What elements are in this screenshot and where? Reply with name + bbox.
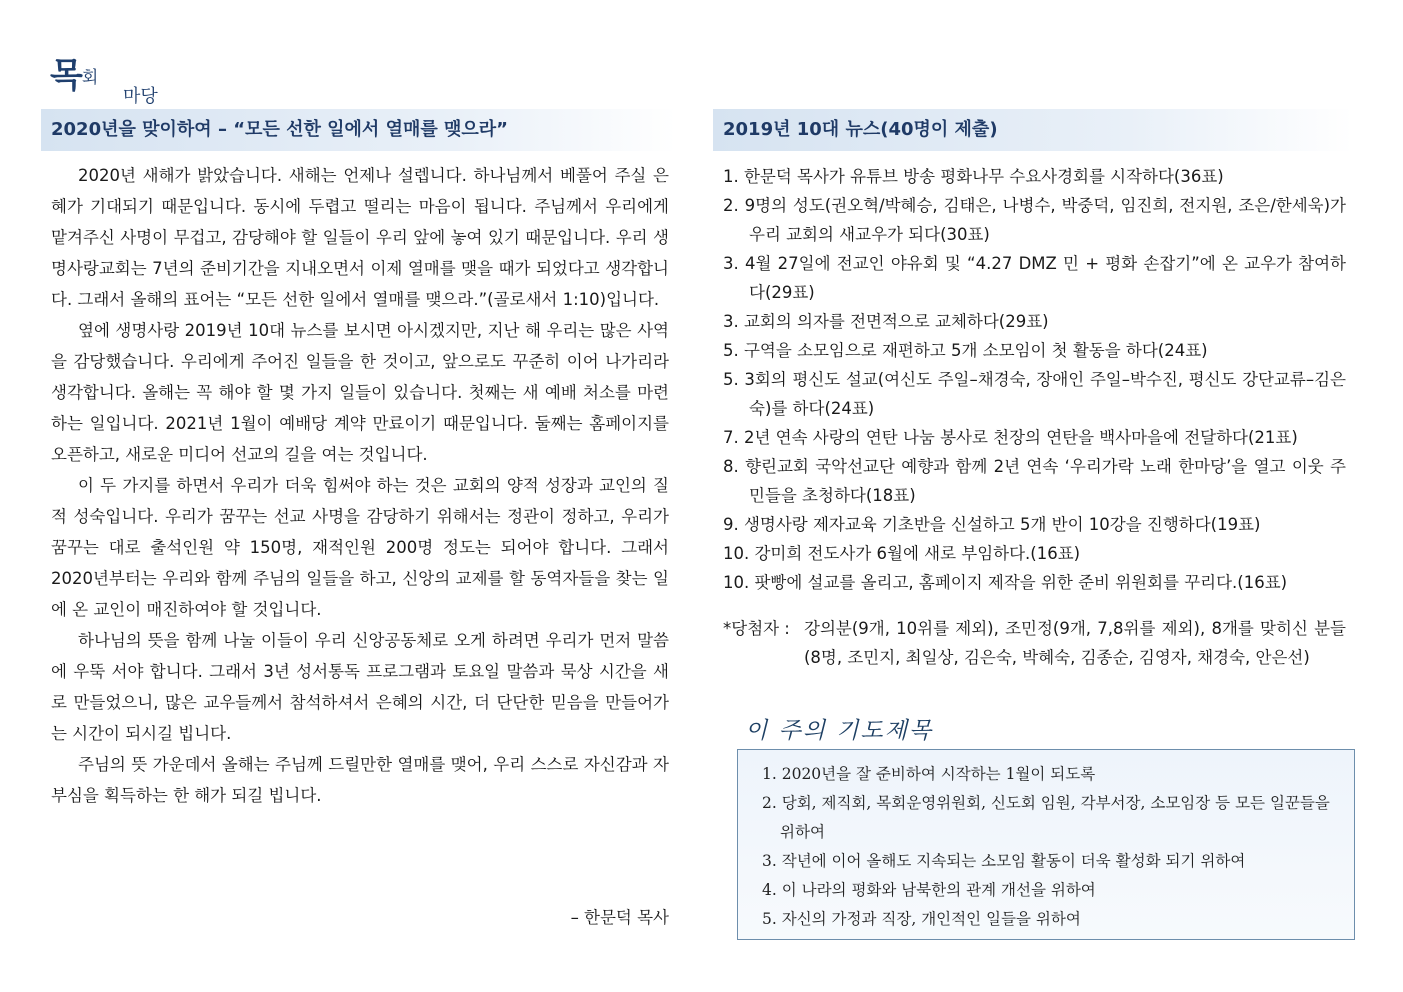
news-item: 8. 향린교회 국악선교단 예향과 함께 2년 연속 ‘우리가락 노래 한마당’을 열고 이웃 주민들을 초청하다(18표) <box>723 457 1346 505</box>
pastor-letter <box>51 160 669 927</box>
letter-paragraph: 이 두 가지를 하면서 우리가 더욱 힘써야 하는 것은 교회의 양적 성장과 교인의 질적 성숙입니다. 우리가 꿈꾸는 선교 사명을 감당하기 위해서는 정관이 정하고, 우리가 꿈꾸는 대로 출석인원 약 150명, 재적인원 200명 정도는 되어야 합니다. 그래서 2020년부터는 우리와 함께 주님의 일들을 하고, 신앙의 교제를 할 동역자들을 찾는 일에 온 교인이 매진하여야 할 것입니다. <box>51 476 669 619</box>
brand-mok: 목 <box>50 56 82 96</box>
news-item: 1. 한문덕 목사가 유튜브 방송 평화나무 수요사경회를 시작하다(36표) <box>723 167 1224 186</box>
prayer-item: 5. 자신의 가정과 직장, 개인적인 일들을 위하여 <box>762 910 1081 928</box>
news-item: 7. 2년 연속 사랑의 연탄 나눔 봉사로 천장의 연탄을 백사마을에 전달하다(21표) <box>723 428 1298 447</box>
letter-paragraph: 주님의 뜻 가운데서 올해는 주님께 드릴만한 열매를 맺어, 우리 스스로 자신감과 자부심을 획득하는 한 해가 되길 빕니다. <box>51 755 669 805</box>
news-title: 2019년 10대 뉴스(40명이 제출) <box>713 109 1353 151</box>
winners-text: 강의분(9개, 10위를 제외), 조민정(9개, 7,8위를 제외), 8개를 맞히신 분들(8명, 조민지, 최일상, 김은숙, 박혜숙, 김종순, 김영자, 채경숙, 안은선) <box>804 619 1346 667</box>
prayer-item: 4. 이 나라의 평화와 남북한의 관계 개선을 위하여 <box>762 881 1096 899</box>
prayer-item: 2. 당회, 제직회, 목회운영위원회, 신도회 임원, 각부서장, 소모임장 등 모든 일꾼들을 위하여 <box>762 794 1330 841</box>
news-item: 3. 4월 27일에 전교인 야유회 및 “4.27 DMZ 민 + 평화 손잡기”에 온 교우가 참여하다(29표) <box>723 254 1346 302</box>
news-item: 5. 구역을 소모임으로 재편하고 5개 소모임이 첫 활동을 하다(24표) <box>723 341 1208 360</box>
prayer-title: 이 주의 기도제목 <box>745 718 934 744</box>
brand-hoe: 회 <box>81 68 99 88</box>
winners-note <box>723 614 1346 672</box>
prayer-list <box>762 760 1336 934</box>
section-brand <box>50 48 158 107</box>
prayer-item: 3. 작년에 이어 올해도 지속되는 소모임 활동이 더욱 활성화 되기 위하여 <box>762 852 1246 870</box>
news-item: 10. 강미희 전도사가 6월에 새로 부임하다.(16표) <box>723 544 1081 563</box>
news-item: 9. 생명사랑 제자교육 기초반을 신설하고 5개 반이 10강을 진행하다(19표) <box>723 515 1261 534</box>
news-item: 5. 3회의 평신도 설교(여신도 주일–채경숙, 장애인 주일–박수진, 평신도 강단교류–김은숙)를 하다(24표) <box>723 370 1346 418</box>
winners-label: *당첨자 : <box>723 619 790 638</box>
letter-paragraph: 옆에 생명사랑 2019년 10대 뉴스를 보시면 아시겠지만, 지난 해 우리는 많은 사역을 감당했습니다. 우리에게 주어진 일들을 한 것이고, 앞으로도 꾸준히 이어 나가리라 생각합니다. 올해는 꼭 해야 할 몇 가지 일들이 있습니다. 첫째는 새 예배 처소를 마련하는 일입니다. 2021년 1월이 예배당 계약 만료이기 때문입니다. 둘째는 홈페이지를 오픈하고, 새로운 미디어 선교의 길을 여는 것입니다. <box>51 321 669 464</box>
letter-title: 2020년을 맞이하여 – “모든 선한 일에서 열매를 맺으라” <box>41 109 676 151</box>
prayer-box <box>737 749 1355 940</box>
prayer-item: 1. 2020년을 잘 준비하여 시작하는 1월이 되도록 <box>762 765 1096 783</box>
news-item: 10. 팟빵에 설교를 올리고, 홈페이지 제작을 위한 준비 위원회를 꾸리다.(16표) <box>723 573 1288 592</box>
letter-paragraph: 2020년 새해가 밝았습니다. 새해는 언제나 설렙니다. 하나님께서 베풀어 주실 은혜가 기대되기 때문입니다. 동시에 두렵고 떨리는 마음이 됩니다. 주님께서 우리에게 맡겨주신 사명이 무겁고, 감당해야 할 일들이 우리 앞에 놓여 있기 때문입니다. 우리 생명사랑교회는 7년의 준비기간을 지내오면서 이제 열매를 맺을 때가 되었다고 생각합니다. 그래서 올해의 표어는 “모든 선한 일에서 열매를 맺으라.”(골로새서 1:10)입니다. <box>51 166 669 309</box>
news-item: 3. 교회의 의자를 전면적으로 교체하다(29표) <box>723 312 1049 331</box>
news-item: 2. 9명의 성도(권오혁/박혜승, 김태은, 나병수, 박중덕, 임진희, 전지원, 조은/한세욱)가 우리 교회의 새교우가 되다(30표) <box>723 196 1346 244</box>
letter-signature: – 한문덕 목사 <box>570 908 669 927</box>
letter-paragraph: 하나님의 뜻을 함께 나눌 이들이 우리 신앙공동체로 오게 하려면 우리가 먼저 말씀에 우뚝 서야 합니다. 그래서 3년 성서통독 프로그램과 토요일 말씀과 묵상 시간을 새로 만들었으니, 많은 교우들께서 참석하셔서 은혜의 시간, 더 단단한 믿음을 만들어가는 시간이 되시길 빕니다. <box>51 631 669 743</box>
brand-madang: 마당 <box>123 86 158 107</box>
news-list <box>723 162 1346 597</box>
